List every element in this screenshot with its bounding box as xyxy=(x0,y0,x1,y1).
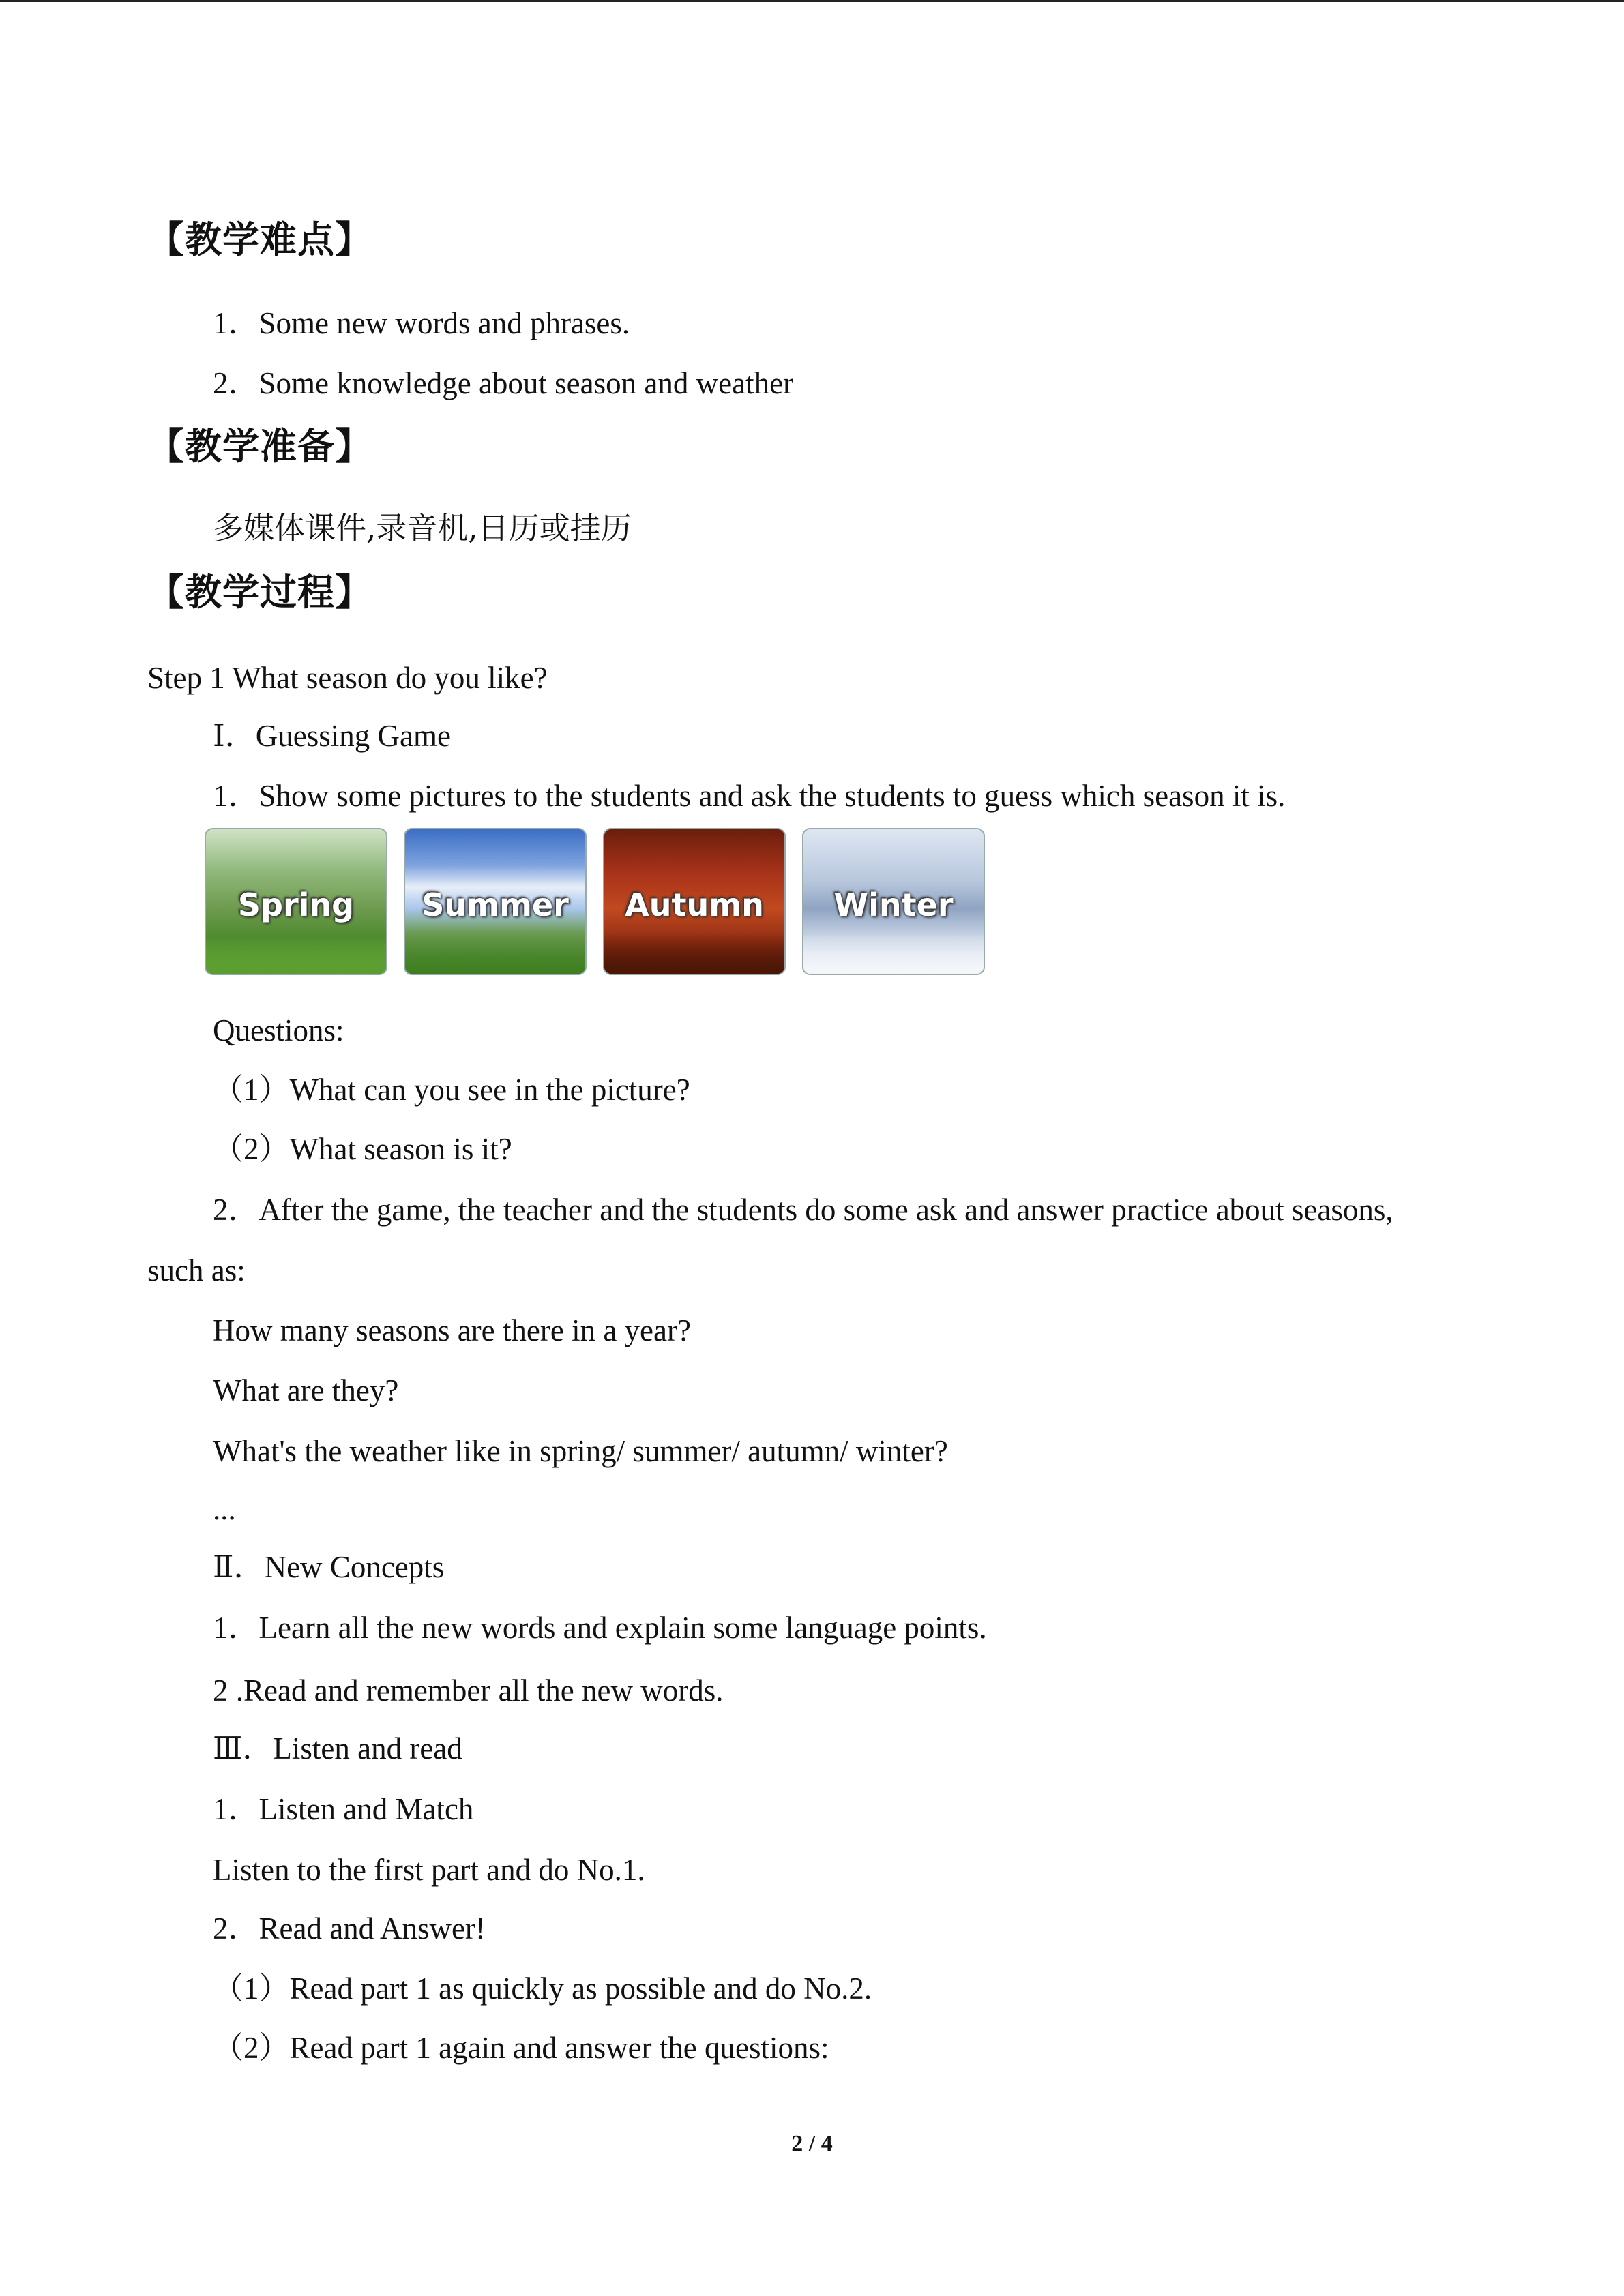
summer-picture xyxy=(404,828,587,975)
autumn-label: Autumn xyxy=(625,886,764,923)
part2-item1: 1．Learn all the new words and explain some language points. xyxy=(213,1611,987,1645)
sample-question-3: What's the weather like in spring/ summer/ autumn/ winter? xyxy=(213,1434,948,1468)
process-heading: 【教学过程】 xyxy=(147,571,372,614)
preparation-text: 多媒体课件,录音机,日历或挂历 xyxy=(213,510,632,546)
difficulties-heading: 【教学难点】 xyxy=(147,218,372,261)
summer-label: Summer xyxy=(422,886,569,923)
part1-title: Ⅰ．Guessing Game xyxy=(213,719,451,753)
part3-item2: 2．Read and Answer! xyxy=(213,1911,486,1945)
winter-label: Winter xyxy=(833,886,954,923)
autumn-picture xyxy=(603,828,786,975)
part1-item1: 1．Show some pictures to the students and ask the students to guess which season it is. xyxy=(213,779,1286,813)
part3-title: Ⅲ．Listen and read xyxy=(213,1731,462,1765)
winter-picture xyxy=(802,828,985,975)
part3-item2-q1: （1）Read part 1 as quickly as possible and do No.2. xyxy=(213,1971,872,2006)
sample-question-2: What are they? xyxy=(213,1373,399,1407)
part2-item2: 2 .Read and remember all the new words. xyxy=(213,1673,724,1708)
question-1: （1）What can you see in the picture? xyxy=(213,1073,690,1107)
page-number: 2 / 4 xyxy=(791,2131,833,2156)
question-2: （2）What season is it? xyxy=(213,1132,512,1166)
questions-label: Questions: xyxy=(213,1013,344,1047)
part1-item2-line2: such as: xyxy=(147,1253,246,1287)
part1-item2-line1: 2．After the game, the teacher and the students do some ask and answer practice about seasons, xyxy=(213,1193,1393,1227)
preparation-heading: 【教学准备】 xyxy=(147,425,372,468)
ellipsis: ... xyxy=(213,1492,236,1526)
part3-item1-desc: Listen to the first part and do No.1. xyxy=(213,1853,645,1887)
spring-label: Spring xyxy=(237,886,355,923)
part2-title: Ⅱ．New Concepts xyxy=(213,1550,445,1584)
step1-title: Step 1 What season do you like? xyxy=(147,661,548,695)
difficulty-item-1: 1．Some new words and phrases. xyxy=(213,306,630,340)
part3-item2-q2: （2）Read part 1 again and answer the questions: xyxy=(213,2031,829,2065)
spring-picture xyxy=(205,828,387,975)
part3-item1: 1．Listen and Match xyxy=(213,1792,474,1826)
difficulty-item-2: 2．Some knowledge about season and weather xyxy=(213,366,794,400)
sample-question-1: How many seasons are there in a year? xyxy=(213,1313,691,1347)
